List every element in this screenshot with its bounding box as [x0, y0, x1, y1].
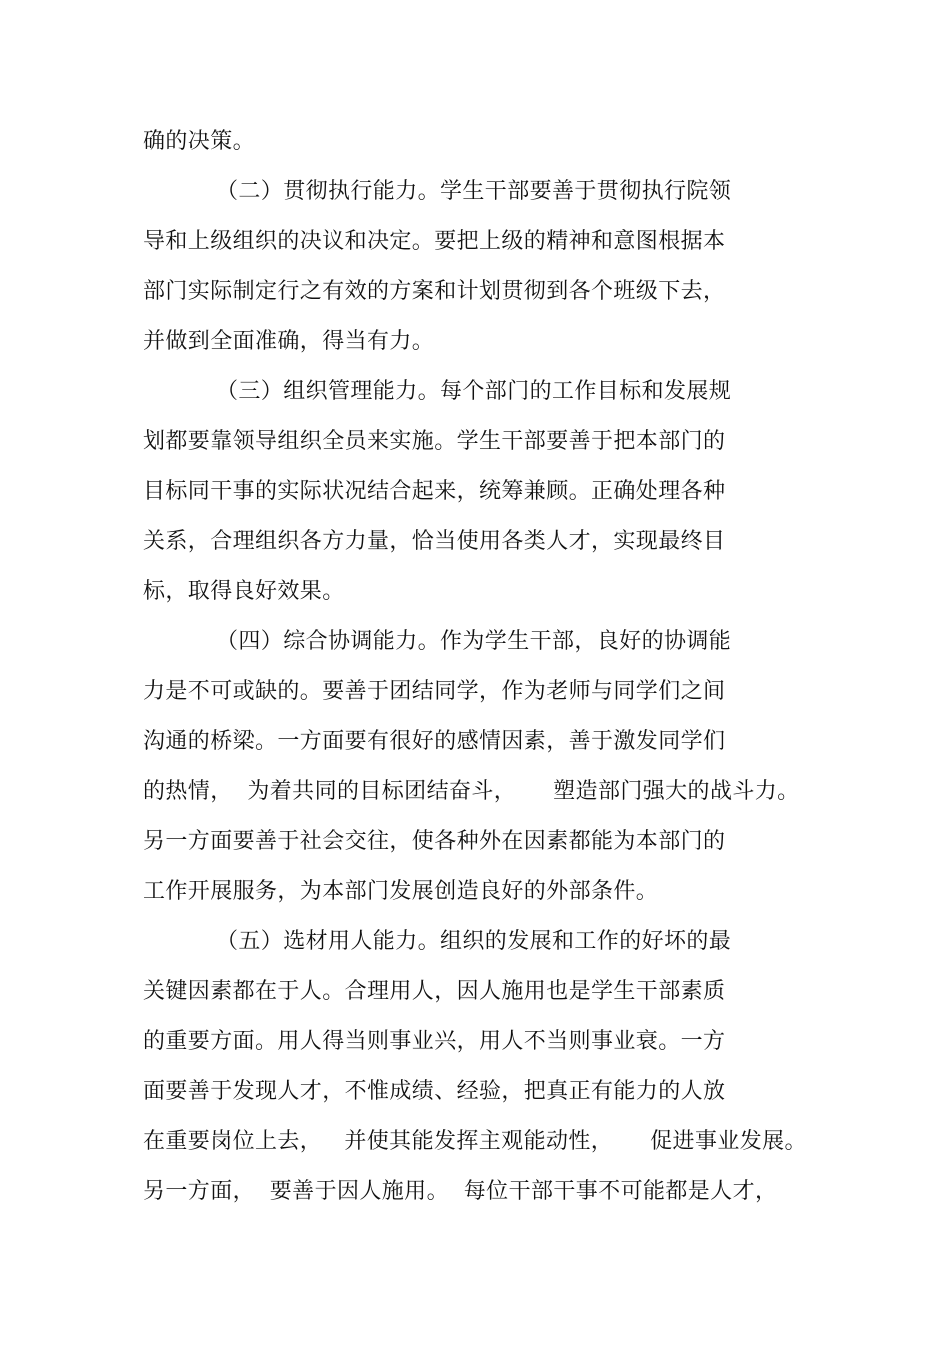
text-line: 导和上级组织的决议和决定。要把上级的精神和意图根据本 — [143, 229, 726, 254]
text-line: 的热情， 为着共同的目标团结奋斗， 塑造部门强大的战斗力。 — [143, 779, 800, 804]
text-line: 在重要岗位上去， 并使其能发挥主观能动性， 促进事业发展。 — [143, 1129, 807, 1154]
text-line: （三）组织管理能力。每个部门的工作目标和发展规 — [216, 379, 732, 404]
text-line: 目标同干事的实际状况结合起来，统筹兼顾。正确处理各种 — [143, 479, 726, 504]
text-line: 并做到全面准确，得当有力。 — [143, 329, 435, 354]
text-line: 部门实际制定行之有效的方案和计划贯彻到各个班级下去， — [143, 279, 726, 304]
text-line: （二）贯彻执行能力。学生干部要善于贯彻执行院领 — [216, 179, 732, 204]
text-line: 另一方面， 要善于因人施用。 每位干部干事不可能都是人才， — [143, 1179, 778, 1204]
text-line: 的重要方面。用人得当则事业兴，用人不当则事业衰。一方 — [143, 1029, 726, 1054]
text-line: 划都要靠领导组织全员来实施。学生干部要善于把本部门的 — [143, 429, 726, 454]
text-line: 关键因素都在于人。合理用人，因人施用也是学生干部素质 — [143, 979, 726, 1004]
text-line: 力是不可或缺的。要善于团结同学，作为老师与同学们之间 — [143, 679, 726, 704]
text-line: 面要善于发现人才，不惟成绩、经验，把真正有能力的人放 — [143, 1079, 726, 1104]
text-line: 关系，合理组织各方力量，恰当使用各类人才，实现最终目 — [143, 529, 726, 554]
text-line: （四）综合协调能力。作为学生干部，良好的协调能 — [216, 629, 732, 654]
text-line: 沟通的桥梁。一方面要有很好的感情因素，善于激发同学们 — [143, 729, 726, 754]
text-line: 确的决策。 — [143, 129, 256, 154]
text-line: 标，取得良好效果。 — [143, 579, 345, 604]
text-line: （五）选材用人能力。组织的发展和工作的好坏的最 — [216, 929, 732, 954]
text-line: 工作开展服务，为本部门发展创造良好的外部条件。 — [143, 879, 659, 904]
text-line: 另一方面要善于社会交往，使各种外在因素都能为本部门的 — [143, 829, 726, 854]
